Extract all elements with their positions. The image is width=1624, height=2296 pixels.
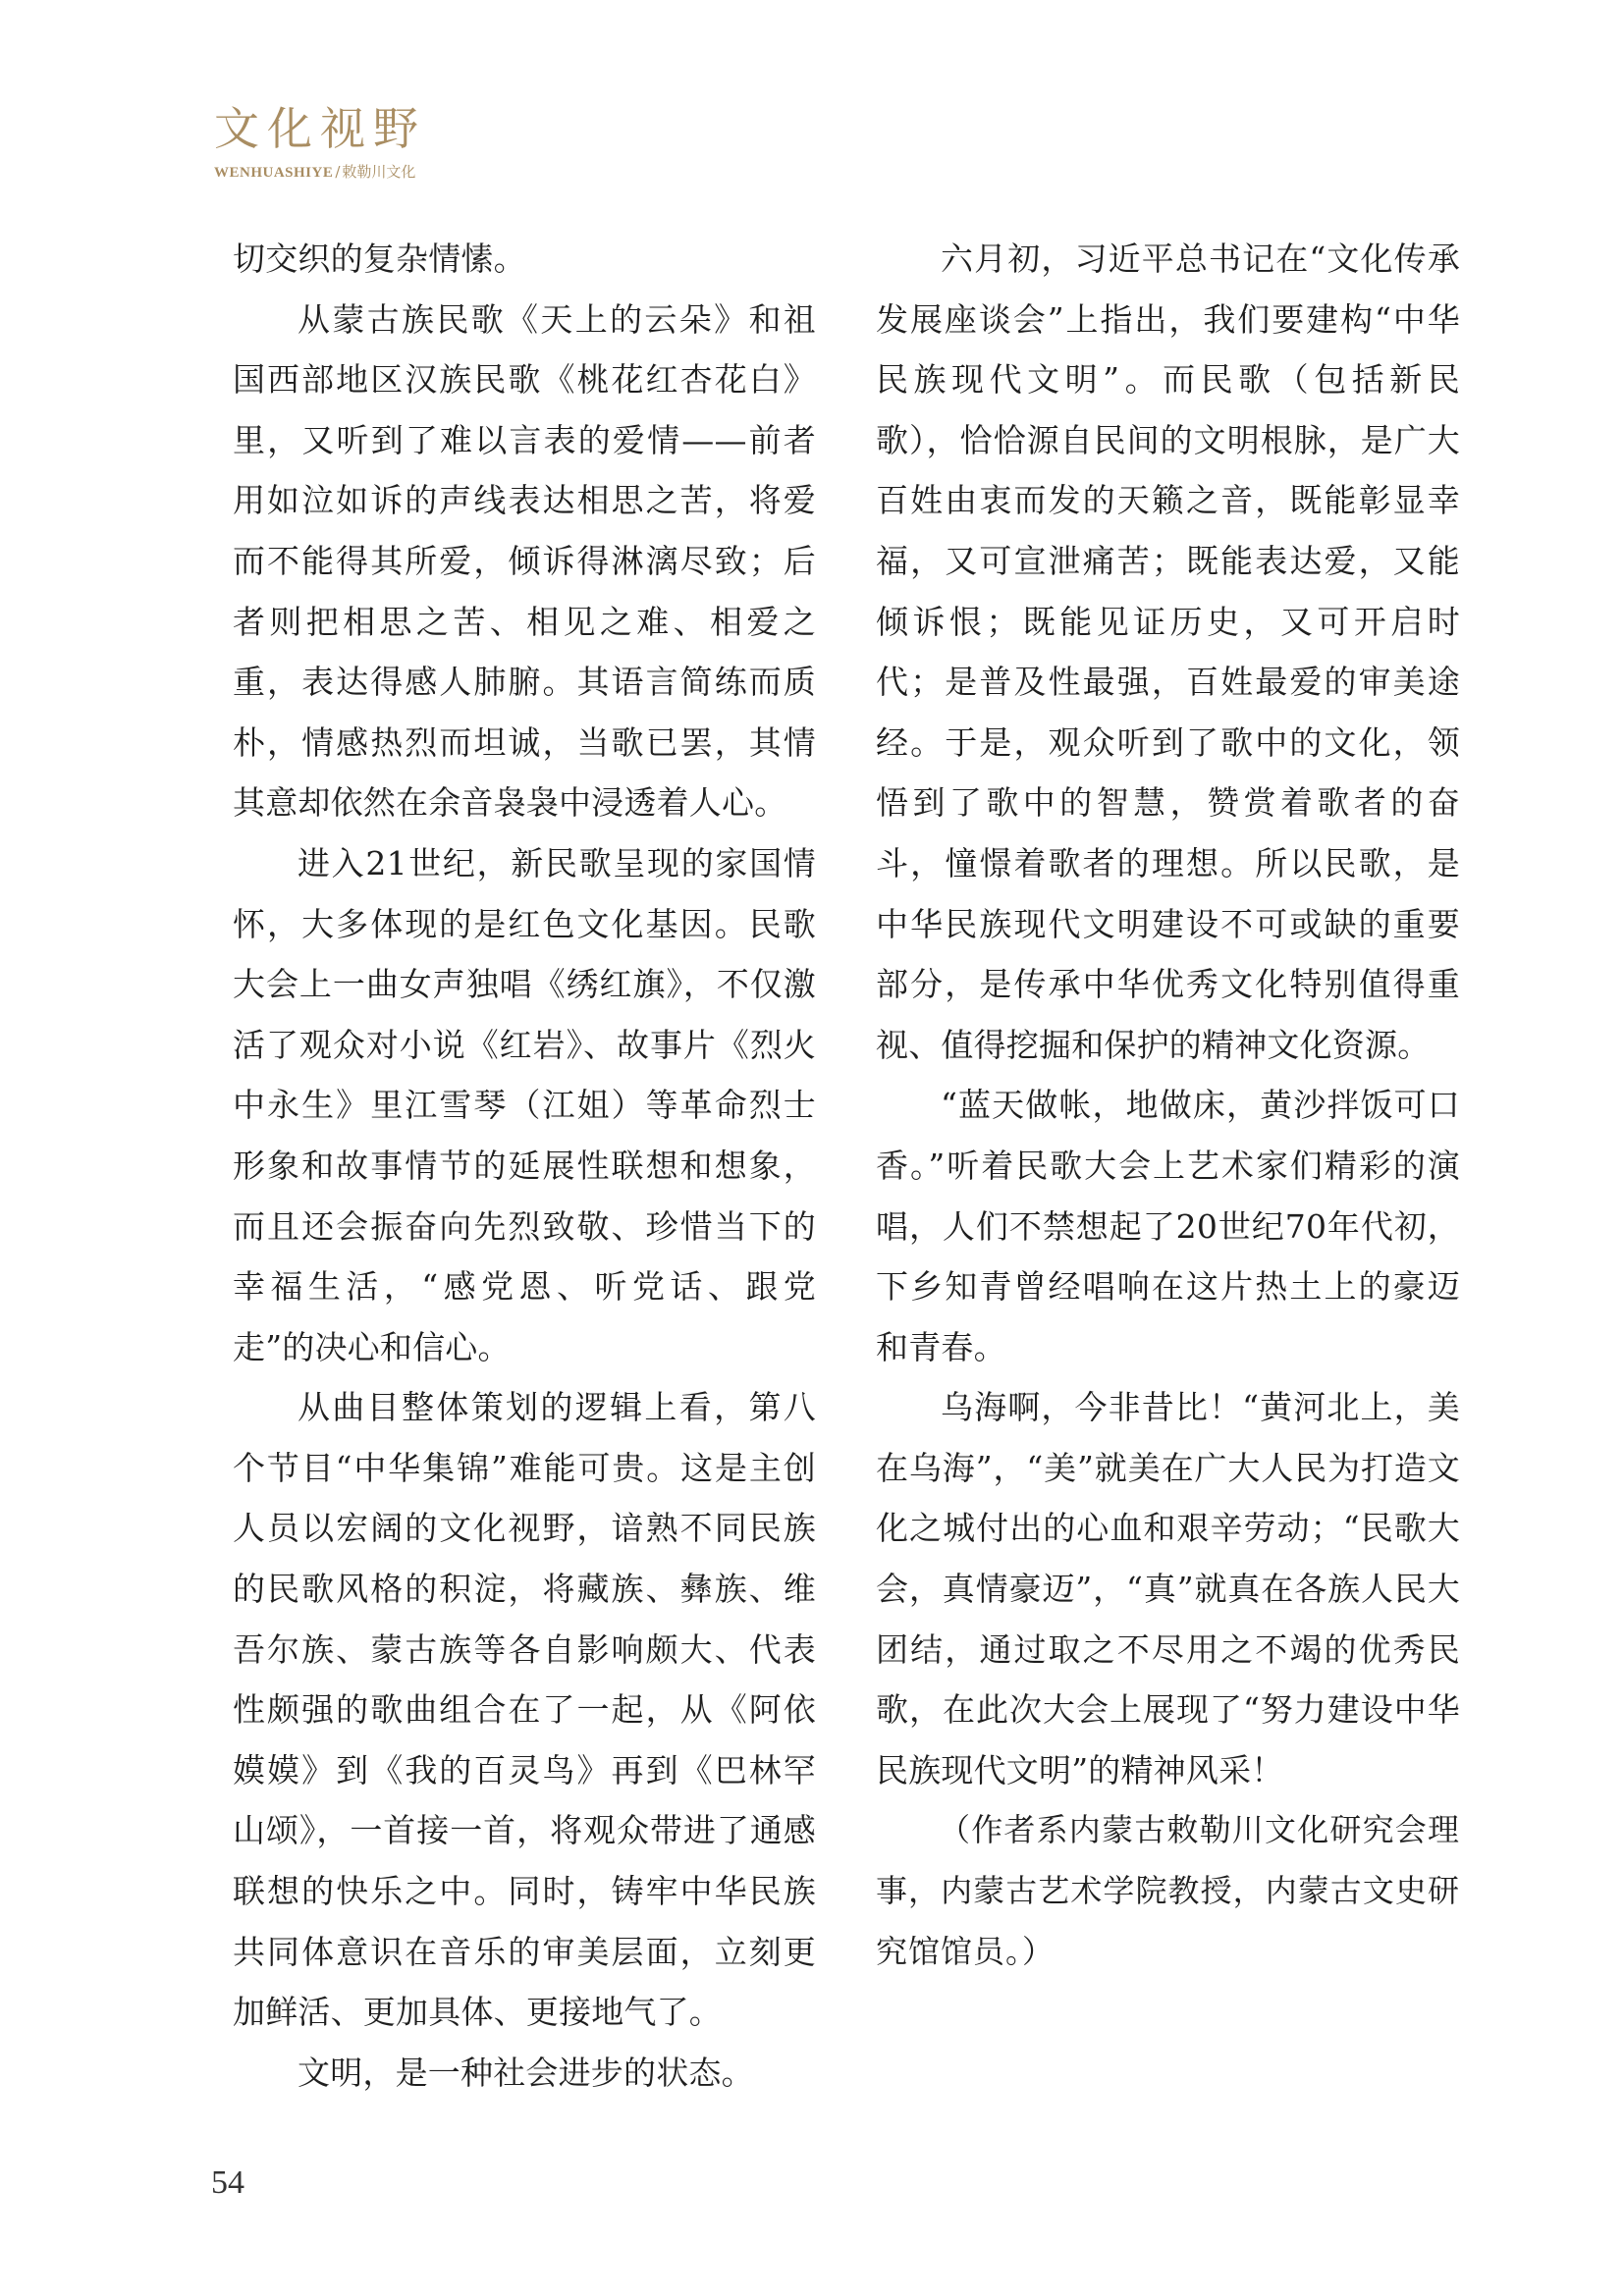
section-subtitle-cn: 敕勒川文化 — [342, 163, 416, 181]
paragraph-blue-sky-lyrics: “蓝天做帐，地做床，黄沙拌饭可口香。”听着民歌大会上艺术家们精彩的演唱，人们不禁想起了20世纪70年代初，下乡知青曾经唱响在这片热土上的豪迈和青春。 — [876, 1086, 1460, 1366]
section-subtitle-separator: / — [335, 163, 341, 181]
paragraph-civilization: 文明，是一种社会进步的状态。 — [298, 2053, 754, 2092]
section-subtitle — [214, 161, 426, 182]
paragraph-love-songs: 从蒙古族民歌《天上的云朵》和祖国西部地区汉族民歌《桃花红杏花白》里，又听到了难以言表的爱情——前者用如泣如诉的声线表达相思之苦，将爱而不能得其所爱，倾诉得淋漓尽致；后者则把相思之苦、相见之难、相爱之重，表达得感人肺腑。其语言简练而质朴，情感热烈而坦诚，当歌已罢，其情其意却依然在余音袅袅中浸透着人心。 — [233, 299, 816, 823]
left-text-column — [233, 229, 816, 2103]
paragraph-program-planning: 从曲目整体策划的逻辑上看，第八个节目“中华集锦”难能可贵。这是主创人员以宏阔的文化视野，谙熟不同民族的民歌风格的积淀，将藏族、彝族、维吾尔族、蒙古族等各自影响颇大、代表性颇强的歌曲组合在了一起，从《阿依嫫嫫》到《我的百灵鸟》再到《巴林罕山颂》，一首接一首，将观众带进了通感联想的快乐之中。同时，铸牢中华民族共同体意识在音乐的审美层面，立刻更加鲜活、更加具体、更接地气了。 — [233, 1388, 816, 2032]
section-title: 文化视野 — [214, 102, 426, 155]
section-subtitle-latin: WENHUASHIYE — [214, 165, 334, 181]
paragraph-june-symposium: 六月初，习近平总书记在“文化传承发展座谈会”上指出，我们要建构“中华民族现代文明”。而民歌（包括新民歌），恰恰源自民间的文明根脉，是广大百姓由衷而发的天籁之音，既能彰显幸福，又可宣泄痛苦；既能表达爱，又能倾诉恨；既能见证历史，又可开启时代；是普及性最强，百姓最爱的审美途经。于是，观众听到了歌中的文化，领悟到了歌中的智慧，赞赏着歌者的奋斗，憧憬着歌者的理想。所以民歌，是中华民族现代文明建设不可或缺的重要部分，是传承中华优秀文化特别值得重视、值得挖掘和保护的精神文化资源。 — [876, 240, 1460, 1064]
right-text-column — [876, 229, 1460, 1982]
section-header — [214, 102, 426, 182]
page-number: 54 — [211, 2164, 244, 2201]
paragraph-21st-century: 进入21世纪，新民歌呈现的家国情怀，大多体现的是红色文化基因。民歌大会上一曲女声独唱《绣红旗》，不仅激活了观众对小说《红岩》、故事片《烈火中永生》里江雪琴（江姐）等革命烈士形象和故事情节的延展性联想和想象，而且还会振奋向先烈致敬、珍惜当下的幸福生活，“感党恩、听党话、跟党走”的决心和信心。 — [233, 843, 816, 1366]
paragraph-continuation: 切交织的复杂情愫。 — [233, 240, 526, 278]
paragraph-wuhai: 乌海啊，今非昔比！“黄河北上，美在乌海”，“美”就美在广大人民为打造文化之城付出的心血和艰辛劳动；“民歌大会，真情豪迈”，“真”就真在各族人民大团结，通过取之不尽用之不竭的优秀民歌，在此次大会上展现了“努力建设中华民族现代文明”的精神风采！ — [876, 1388, 1460, 1789]
author-note: （作者系内蒙古敕勒川文化研究会理事，内蒙古艺术学院教授，内蒙古文史研究馆馆员。） — [876, 1811, 1460, 1970]
